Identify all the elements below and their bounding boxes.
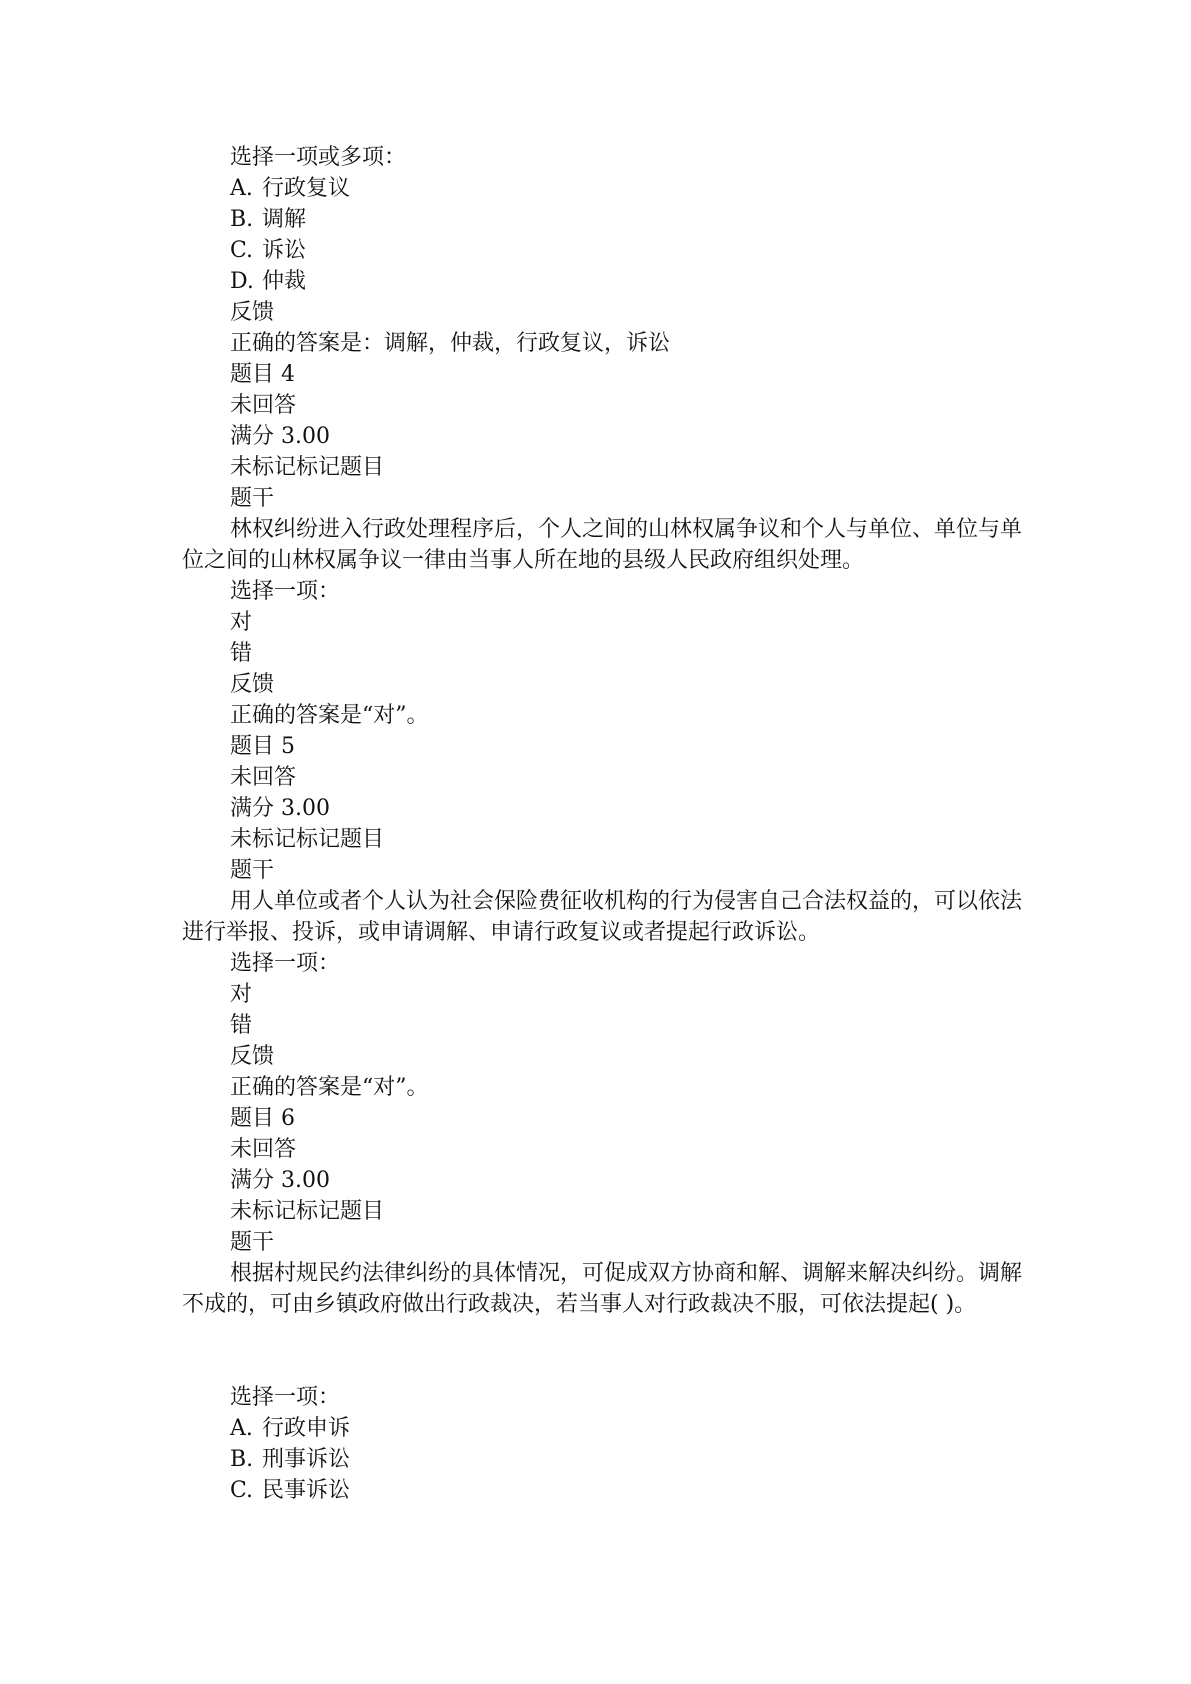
option-text: 诉讼 — [262, 238, 307, 263]
option-text: 刑事诉讼 — [262, 1447, 351, 1472]
feedback-label: 反馈 — [230, 300, 275, 325]
stem-label: 题干 — [230, 486, 275, 511]
question-number: 题目 4 — [230, 362, 295, 387]
option-text: 调解 — [262, 207, 307, 232]
option-false[interactable]: 错 — [230, 1013, 253, 1038]
select-one-prompt: 选择一项： — [230, 579, 341, 604]
correct-answer: 正确的答案是“对”。 — [230, 703, 429, 728]
option-text: 行政复议 — [262, 176, 351, 201]
feedback-label: 反馈 — [230, 672, 275, 697]
option-d[interactable] — [230, 266, 306, 297]
question-stem: 林权纠纷进入行政处理程序后，个人之间的山林权属争议和个人与单位、单位与单位之间的山林权属争议一律由当事人所在地的县级人民政府组织处理。 — [182, 517, 1023, 573]
feedback-label: 反馈 — [230, 1044, 275, 1069]
correct-answer: 正确的答案是“对”。 — [230, 1075, 429, 1100]
stem-label: 题干 — [230, 1230, 275, 1255]
option-b[interactable] — [230, 1444, 350, 1475]
flag-question-link[interactable]: 未标记标记题目 — [230, 827, 385, 852]
option-letter: D. — [230, 269, 254, 294]
option-a[interactable] — [230, 1413, 350, 1444]
option-a[interactable] — [230, 173, 350, 204]
option-text: 仲裁 — [262, 269, 307, 294]
question-status: 未回答 — [230, 1137, 297, 1162]
select-one-prompt: 选择一项： — [230, 1385, 341, 1410]
question-score: 满分 3.00 — [230, 1168, 330, 1193]
option-letter: C. — [230, 1478, 254, 1503]
stem-label: 题干 — [230, 858, 275, 883]
question-score: 满分 3.00 — [230, 796, 330, 821]
option-letter: C. — [230, 238, 254, 263]
question-stem: 用人单位或者个人认为社会保险费征收机构的行为侵害自己合法权益的，可以依法进行举报、投诉，或申请调解、申请行政复议或者提起行政诉讼。 — [182, 889, 1023, 945]
option-b[interactable] — [230, 204, 306, 235]
question-number: 题目 5 — [230, 734, 295, 759]
option-letter: B. — [230, 207, 254, 232]
question-score: 满分 3.00 — [230, 424, 330, 449]
question-stem: 根据村规民约法律纠纷的具体情况，可促成双方协商和解、调解来解决纠纷。调解不成的，可由乡镇政府做出行政裁决，若当事人对行政裁决不服，可依法提起( )。 — [182, 1261, 1023, 1317]
option-true[interactable]: 对 — [230, 610, 253, 635]
select-multi-prompt: 选择一项或多项： — [230, 145, 407, 170]
option-text: 行政申诉 — [262, 1416, 351, 1441]
option-false[interactable]: 错 — [230, 641, 253, 666]
option-text: 民事诉讼 — [262, 1478, 351, 1503]
question-status: 未回答 — [230, 765, 297, 790]
select-one-prompt: 选择一项： — [230, 951, 341, 976]
option-letter: B. — [230, 1447, 254, 1472]
question-status: 未回答 — [230, 393, 297, 418]
correct-answer: 正确的答案是：调解，仲裁，行政复议，诉讼 — [230, 331, 671, 356]
option-letter: A. — [230, 176, 253, 201]
flag-question-link[interactable]: 未标记标记题目 — [230, 455, 385, 480]
option-letter: A. — [230, 1416, 253, 1441]
flag-question-link[interactable]: 未标记标记题目 — [230, 1199, 385, 1224]
option-true[interactable]: 对 — [230, 982, 253, 1007]
option-c[interactable] — [230, 235, 306, 266]
option-c[interactable] — [230, 1475, 350, 1506]
question-number: 题目 6 — [230, 1106, 295, 1131]
